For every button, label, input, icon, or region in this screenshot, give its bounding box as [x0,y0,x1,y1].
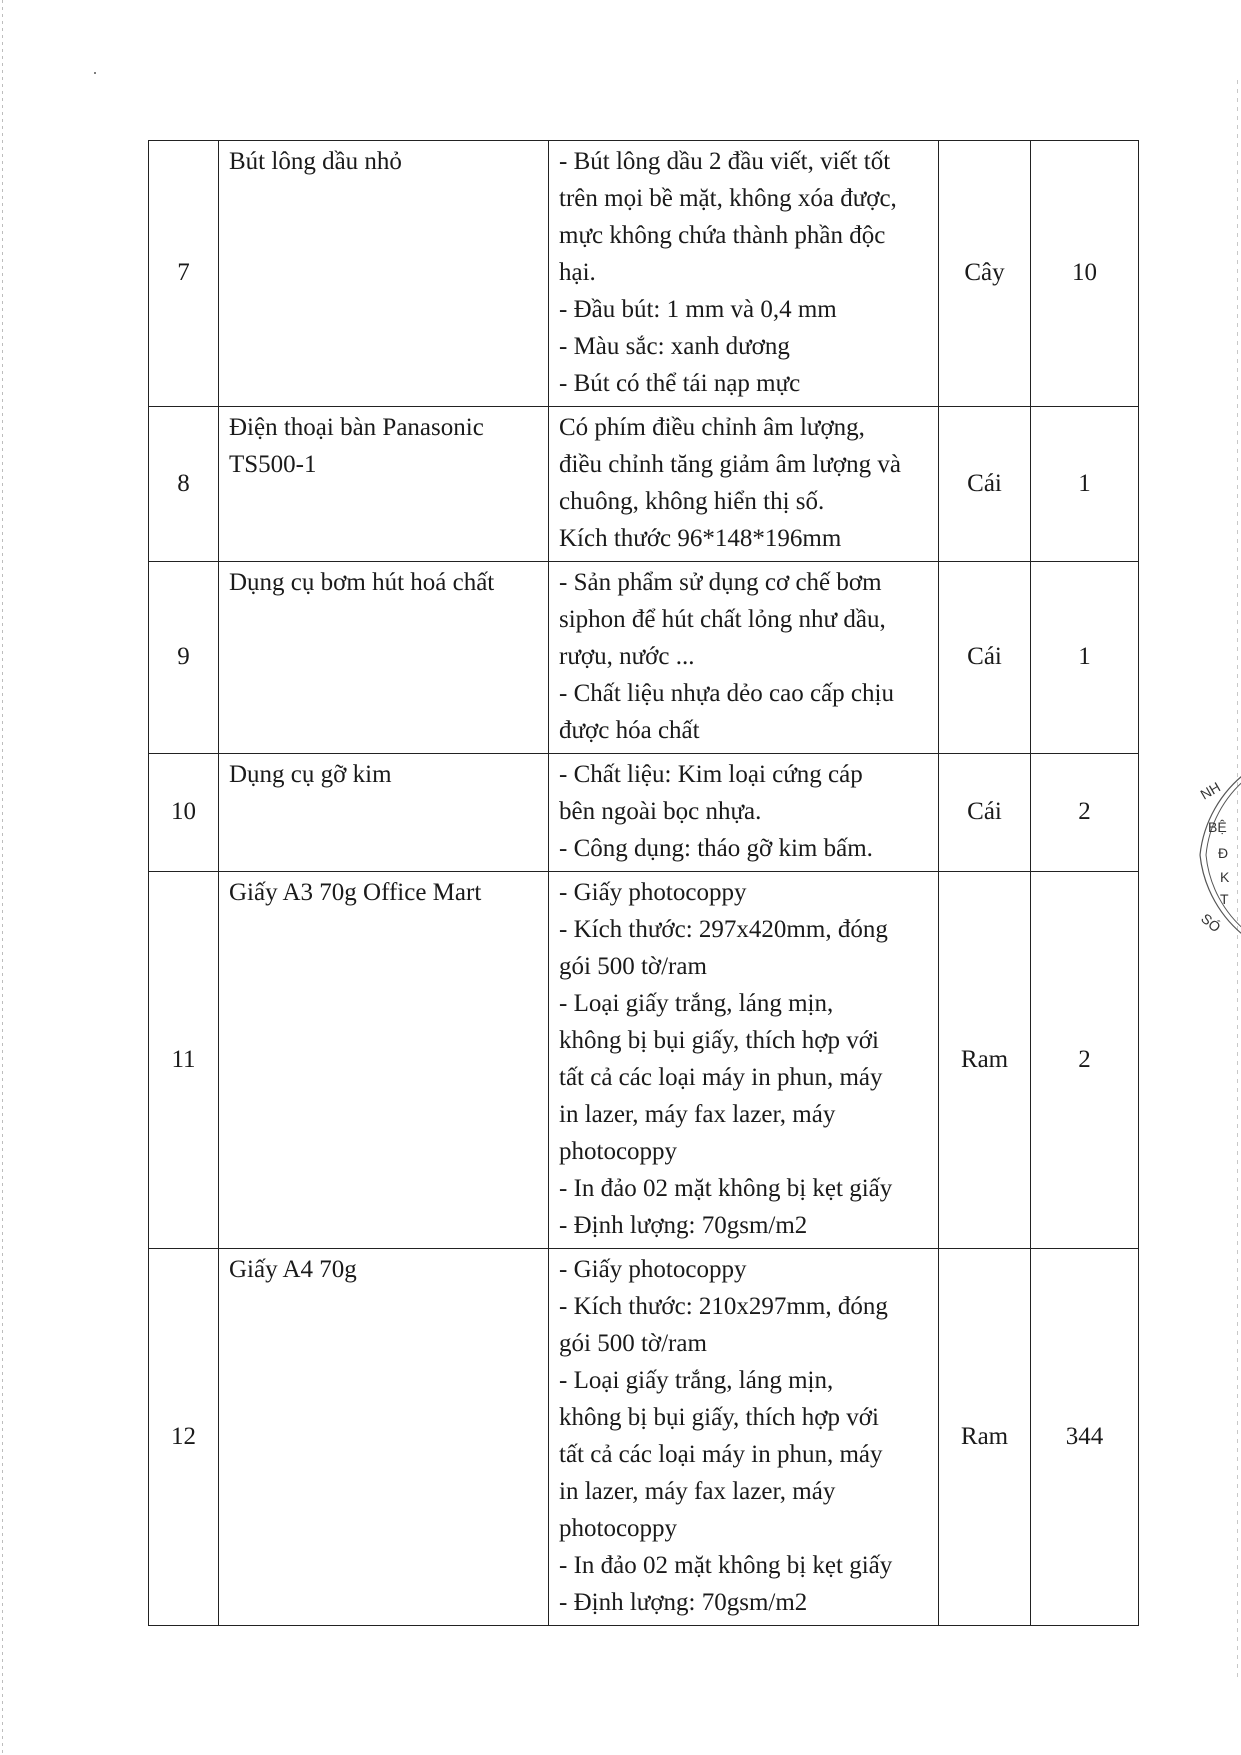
description-line: gói 500 tờ/ram [559,1330,707,1357]
item-name [219,407,549,562]
row-number: 9 [149,562,219,754]
description-line: - Chất liệu: Kim loại cứng cáp [559,761,863,788]
description-line: trên mọi bề mặt, không xóa được, [559,185,897,212]
item-name-line: Giấy A3 70g Office Mart [229,879,482,906]
description-line: không bị bụi giấy, thích hợp với [559,1404,879,1431]
official-stamp-fragment [1192,770,1241,940]
item-unit: Cái [939,754,1031,872]
description-line: - Loại giấy trắng, láng mịn, [559,1367,834,1394]
item-name-line: Dụng cụ bơm hút hoá chất [229,569,495,596]
item-name-line: TS500-1 [229,451,317,478]
table-row [149,562,1139,754]
description-line: - Kích thước: 297x420mm, đóng [559,916,888,943]
scan-edge-left [2,0,3,1755]
item-description [549,754,939,872]
item-name [219,872,549,1249]
item-name [219,141,549,407]
description-line: - Chất liệu nhựa dẻo cao cấp chịu [559,680,894,707]
row-number: 8 [149,407,219,562]
items-table-body [149,141,1139,1626]
stamp-text-1: NH [1197,778,1224,803]
description-line: Có phím điều chỉnh âm lượng, [559,414,865,441]
stamp-text-2: BỆ [1208,819,1227,835]
item-quantity: 344 [1031,1249,1139,1626]
row-number: 10 [149,754,219,872]
description-line: - Loại giấy trắng, láng mịn, [559,990,834,1017]
description-line: Kích thước 96*148*196mm [559,525,842,552]
item-quantity: 10 [1031,141,1139,407]
description-line: rượu, nước ... [559,643,695,670]
description-line: gói 500 tờ/ram [559,953,707,980]
item-quantity: 2 [1031,872,1139,1249]
item-unit: Cây [939,141,1031,407]
description-line: không bị bụi giấy, thích hợp với [559,1027,879,1054]
description-line: - Giấy photocoppy [559,1256,747,1283]
stamp-text-6: SÓ [1198,910,1224,936]
row-number: 11 [149,872,219,1249]
item-name [219,562,549,754]
description-line: điều chỉnh tăng giảm âm lượng và [559,451,901,478]
description-line: hại. [559,259,596,286]
stamp-text-3: Đ [1218,845,1229,861]
description-line: - Kích thước: 210x297mm, đóng [559,1293,888,1320]
description-line: được hóa chất [559,717,700,744]
item-description [549,872,939,1249]
item-name-line: Bút lông dầu nhỏ [229,148,402,175]
item-name-line: Giấy A4 70g [229,1256,357,1283]
description-line: photocoppy [559,1138,678,1165]
item-description [549,562,939,754]
description-line: - Sản phẩm sử dụng cơ chế bơm [559,569,882,596]
item-unit: Cái [939,562,1031,754]
item-name-line: Điện thoại bàn Panasonic [229,414,484,441]
description-line: - Bút lông dầu 2 đầu viết, viết tốt [559,148,891,175]
item-unit: Ram [939,872,1031,1249]
description-line: - Bút có thể tái nạp mực [559,370,801,397]
description-line: chuông, không hiển thị số. [559,488,825,515]
stamp-text-4: K [1220,869,1230,885]
table-row [149,872,1139,1249]
description-line: - In đảo 02 mặt không bị kẹt giấy [559,1552,893,1579]
description-line: in lazer, máy fax lazer, máy [559,1478,836,1505]
item-name-line: Dụng cụ gỡ kim [229,761,392,788]
description-line: - Màu sắc: xanh dương [559,333,790,360]
items-table [148,140,1139,1626]
description-line: - Đầu bút: 1 mm và 0,4 mm [559,296,837,323]
table-row [149,407,1139,562]
stamp-text-5: T [1220,891,1229,907]
description-line: tất cả các loại máy in phun, máy [559,1064,883,1091]
table-row [149,754,1139,872]
description-line: - In đảo 02 mặt không bị kẹt giấy [559,1175,893,1202]
description-line: mực không chứa thành phần độc [559,222,886,249]
scan-speck [94,72,96,74]
description-line: in lazer, máy fax lazer, máy [559,1101,836,1128]
item-name [219,1249,549,1626]
description-line: - Định lượng: 70gsm/m2 [559,1589,808,1616]
description-line: - Định lượng: 70gsm/m2 [559,1212,808,1239]
row-number: 12 [149,1249,219,1626]
description-line: - Giấy photocoppy [559,879,747,906]
description-line: - Công dụng: tháo gỡ kim bấm. [559,835,873,862]
item-quantity: 1 [1031,407,1139,562]
item-unit: Ram [939,1249,1031,1626]
table-row [149,141,1139,407]
item-quantity: 2 [1031,754,1139,872]
item-description [549,1249,939,1626]
row-number: 7 [149,141,219,407]
item-name [219,754,549,872]
item-unit: Cái [939,407,1031,562]
item-description [549,407,939,562]
description-line: bên ngoài bọc nhựa. [559,798,762,825]
description-line: siphon để hút chất lỏng như dầu, [559,606,886,633]
description-line: photocoppy [559,1515,678,1542]
item-description [549,141,939,407]
item-quantity: 1 [1031,562,1139,754]
table-row [149,1249,1139,1626]
description-line: tất cả các loại máy in phun, máy [559,1441,883,1468]
